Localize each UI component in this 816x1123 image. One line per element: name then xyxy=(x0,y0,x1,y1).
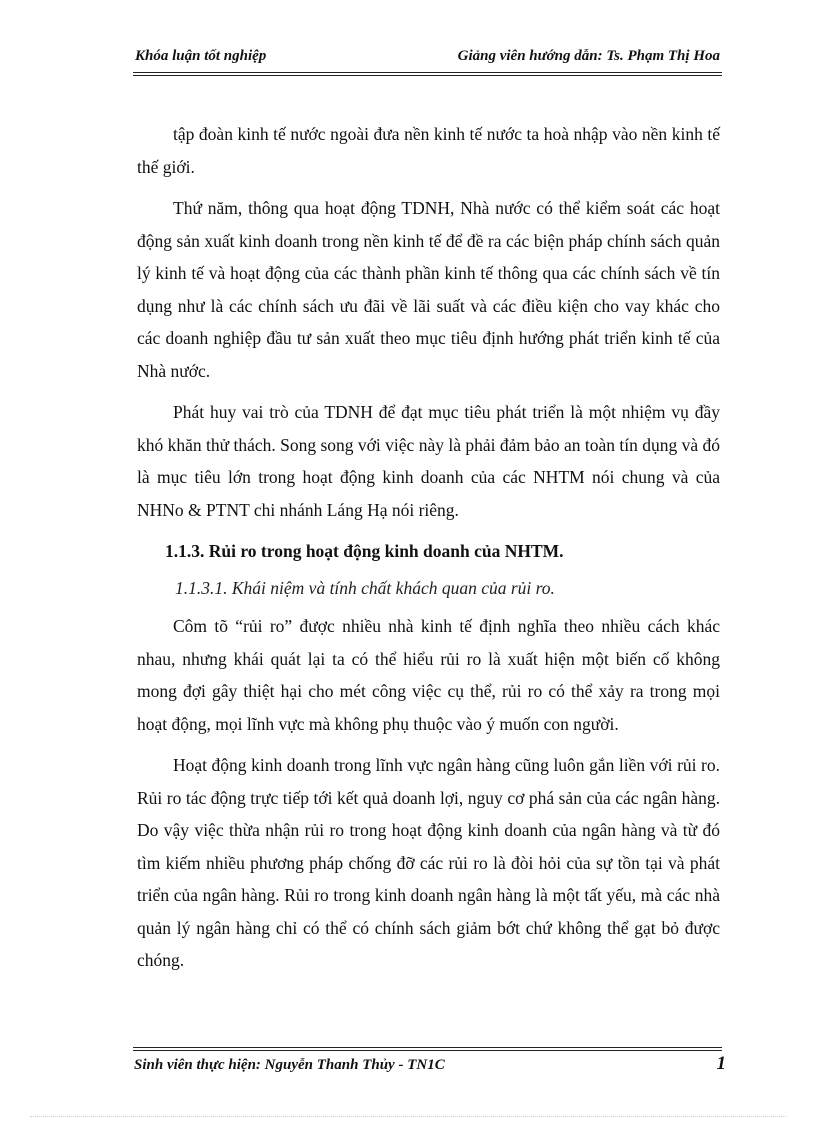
header-rule-thin xyxy=(133,75,722,76)
paragraph: Phát huy vai trò của TDNH để đạt mục tiêu phát triển là một nhiệm vụ đầy khó khăn thử thách. Song song với việc này là phải đảm bảo an toàn tín dụng và đó là mục tiêu lớn trong hoạt động kinh doanh của các NHTM nói chung và của NHNo & PTNT chi nhánh Láng Hạ nói riêng. xyxy=(137,402,721,520)
paragraph-continued: tập đoàn kinh tế nước ngoài đưa nền kinh tế nước ta hoà nhập vào nền kinh tế thế giới. xyxy=(137,124,720,177)
paragraph: Côm tõ “rủi ro” được nhiều nhà kinh tế định nghĩa theo nhiều cách khác nhau, nhưng khái quát lại ta có thể hiểu rủi ro là xuất hiện một biến cố không mong đợi gây thiệt hại cho mét công việc cụ thể, rủi ro có thể xảy ra trong mọi hoạt động, mọi lĩnh vực mà không phụ thuộc vào ý muốn con người. xyxy=(137,616,720,734)
page-edge xyxy=(30,1116,786,1117)
paragraph: Hoạt động kinh doanh trong lĩnh vực ngân hàng cũng luôn gắn liền với rủi ro. Rủi ro tác động trực tiếp tới kết quả doanh lợi, nguy cơ phá sản của các ngân hàng. Do vậy việc thừa nhận rủi ro trong hoạt động kinh doanh của ngân hàng và từ đó tìm kiếm nhiều phương pháp chống đỡ các rủi ro là đòi hỏi của sự tồn tại và phát triển của ngân hàng. Rủi ro trong kinh doanh ngân hàng là một tất yếu, mà các nhà quản lý ngân hàng chỉ có thể có chính sách giảm bớt chứ không thể gạt bỏ được chóng. xyxy=(137,755,720,970)
section-heading: 1.1.3. Rủi ro trong hoạt động kinh doanh của NHTM. xyxy=(165,541,564,561)
footer-author: Sinh viên thực hiện: Nguyễn Thanh Thủy - TN1C xyxy=(134,1057,445,1073)
subsection-heading: 1.1.3.1. Khái niệm và tính chất khách quan của rủi ro. xyxy=(175,577,555,598)
document-body xyxy=(137,118,720,986)
paragraph: Thứ năm, thông qua hoạt động TDNH, Nhà nước có thể kiểm soát các hoạt động sản xuất kinh doanh trong nền kinh tế để đề ra các biện pháp chính sách quản lý kinh tế và hoạt động của các thành phần kinh tế thông qua các chính sách về tín dụng như là các chính sách ưu đãi về lãi suất và các điều kiện cho vay khác cho các doanh nghiệp đầu tư sản xuất theo mục tiêu định hướng phát triển kinh tế của Nhà nước. xyxy=(137,198,720,381)
footer-rule xyxy=(133,1047,722,1048)
page-number: 1 xyxy=(716,1053,726,1074)
footer-rule-thin xyxy=(133,1050,722,1051)
header-left-title: Khóa luận tốt nghiệp xyxy=(135,48,267,64)
header-supervisor: Giảng viên hướng dẫn: Ts. Phạm Thị Hoa xyxy=(457,48,720,64)
header-rule xyxy=(133,72,722,73)
